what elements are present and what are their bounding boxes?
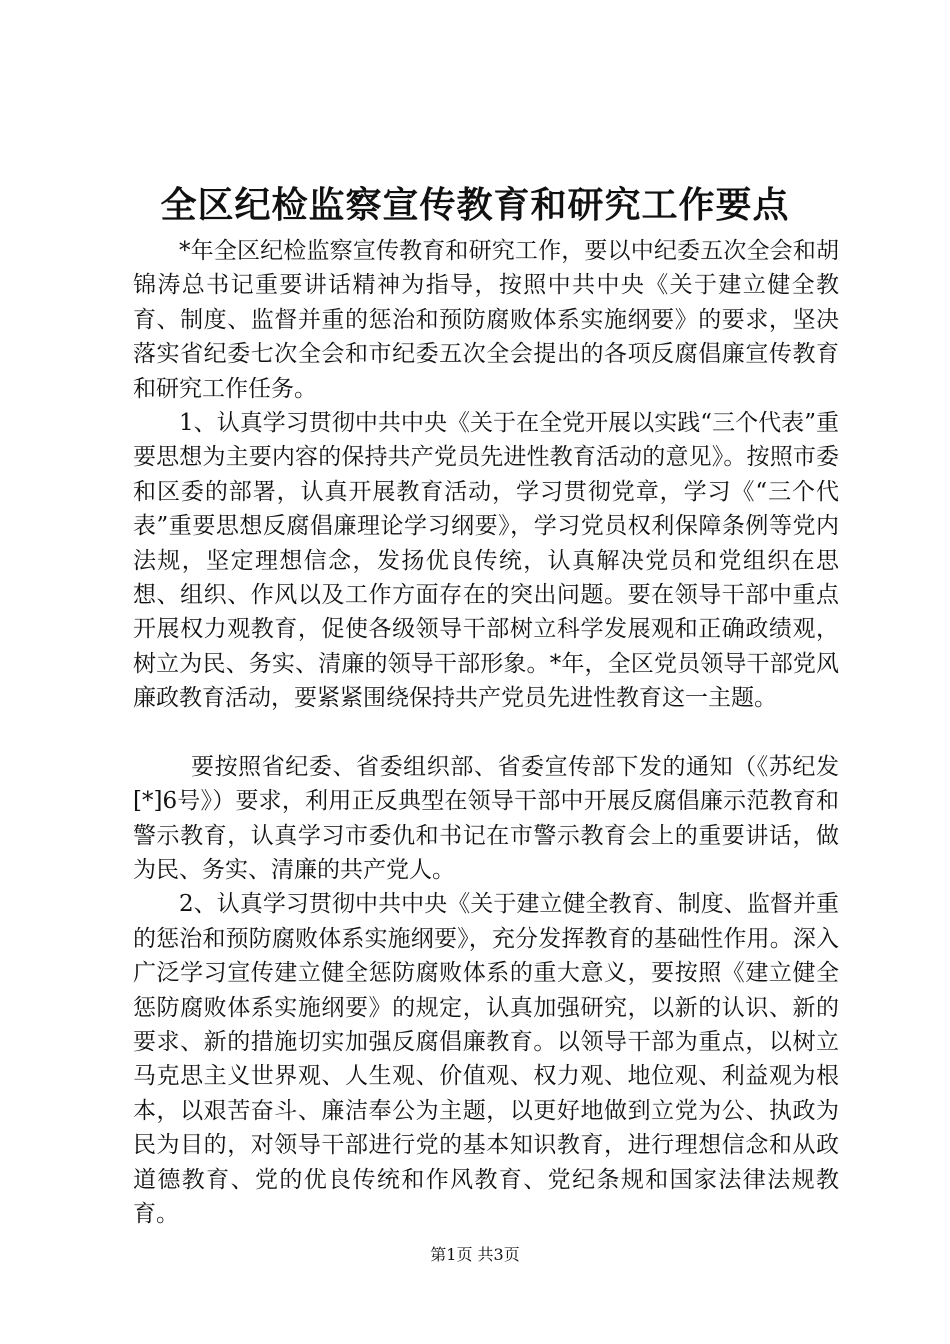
paragraph-item-1: 1、认真学习贯彻中共中央《关于在全党开展以实践“三个代表”重要思想为主要内容的保持共产党员先进性教育活动的意见》。按照市委和区委的部署，认真开展教育活动，学习贯彻党章，学习《“三个代表”重要思想反腐倡廉理论学习纲要》，学习党员权利保障条例等党内法规，坚定理想信念，发扬优良传统，认真解决党员和党组织在思想、组织、作风以及工作方面存在的突出问题。要在领导干部中重点开展权力观教育，促使各级领导干部树立科学发展观和正确政绩观，树立为民、务实、清廉的领导干部形象。*年，全区党员领导干部党风廉政教育活动，要紧紧围绕保持共产党员先进性教育这一主题。 <box>133 410 839 712</box>
page-number: 第1页 共3页 <box>430 1245 520 1264</box>
paragraph-notice: 要按照省纪委、省委组织部、省委宣传部下发的通知（《苏纪发[*]6号》）要求，利用正反典型在领导干部中开展反腐倡廉示范教育和警示教育，认真学习市委仇和书记在市警示教育会上的重要讲话，做为民、务实、清廉的共产党人。 <box>133 753 839 883</box>
document-body <box>133 234 839 1231</box>
document-title: 全区纪检监察宣传教育和研究工作要点 <box>160 184 790 226</box>
paragraph-item-2: 2、认真学习贯彻中共中央《关于建立健全教育、制度、监督并重的惩治和预防腐败体系实施纲要》，充分发挥教育的基础性作用。深入广泛学习宣传建立健全惩防腐败体系的重大意义，要按照《建立健全惩防腐败体系实施纲要》的规定，认真加强研究，以新的认识、新的要求、新的措施切实加强反腐倡廉教育。以领导干部为重点，以树立马克思主义世界观、人生观、价值观、权力观、地位观、利益观为根本，以艰苦奋斗、廉洁奉公为主题，以更好地做到立党为公、执政为民为目的，对领导干部进行党的基本知识教育，进行理想信念和从政道德教育、党的优良传统和作风教育、党纪条规和国家法律法规教育。 <box>133 891 839 1227</box>
paragraph-intro: *年全区纪检监察宣传教育和研究工作，要以中纪委五次全会和胡锦涛总书记重要讲话精神为指导，按照中共中央《关于建立健全教育、制度、监督并重的惩治和预防腐败体系实施纲要》的要求，坚决落实省纪委七次全会和市纪委五次全会提出的各项反腐倡廉宣传教育和研究工作任务。 <box>133 238 839 402</box>
